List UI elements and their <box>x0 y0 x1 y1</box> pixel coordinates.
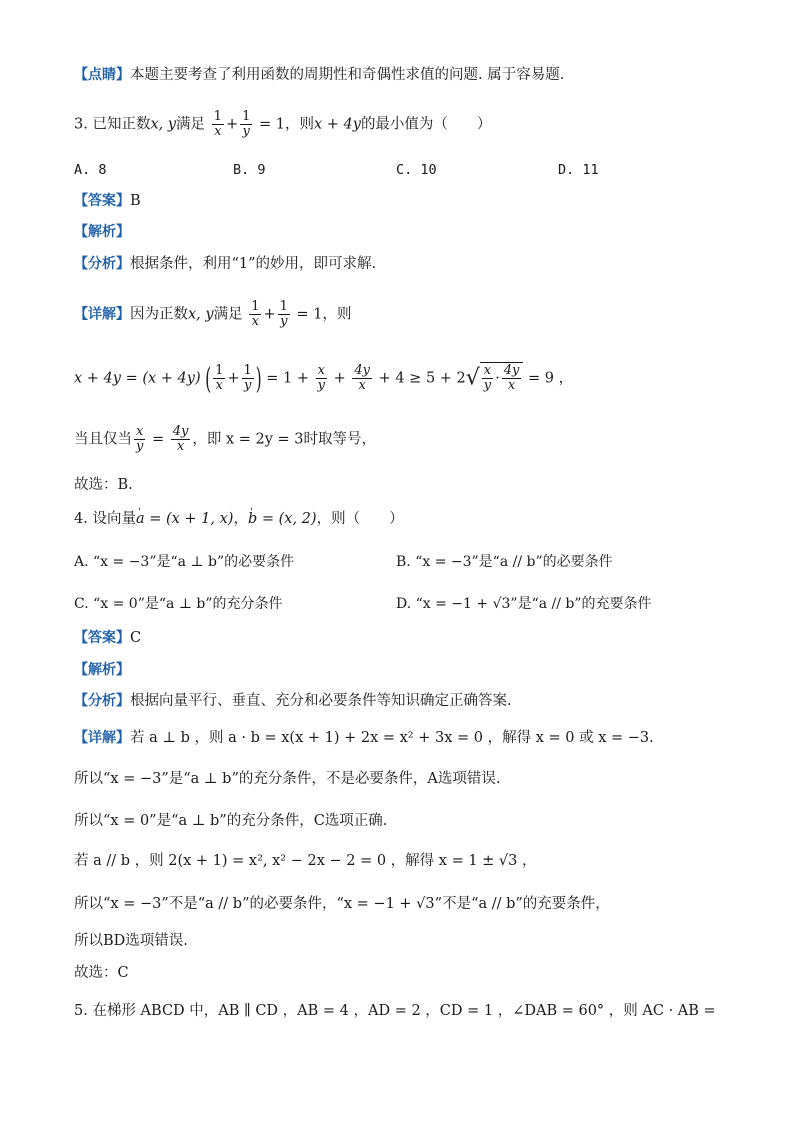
q4-tail: ，则（ ） <box>316 511 404 527</box>
q3-detail-frac-y: $\frac{1}{y}$ <box>279 299 288 329</box>
q3-formula-end: = 9 ， <box>523 370 574 387</box>
q4-a-def: = (x + 1, x) <box>144 511 234 527</box>
hint-tag: 【点睛】 <box>74 67 130 83</box>
q3-detail-mid: 满足 <box>213 306 243 323</box>
q3-detail-pre: 因为正数 <box>130 306 188 323</box>
q4-option-b: B. “x = −3”是“a // b”的必要条件 <box>396 554 613 570</box>
q4-line-1: 所以“x = −3”是“a ⊥ b”的充分条件，不是必要条件，A选项错误. <box>74 771 501 787</box>
q5-number: 5. <box>74 1003 88 1019</box>
q4-text-a: 设向量 <box>92 511 136 527</box>
question-5 <box>74 1000 716 1022</box>
hint-line <box>74 64 564 86</box>
q4-fenxi-tag: 【分析】 <box>74 693 130 709</box>
q3-equality-post: ，即 x = 2y = 3时取等号， <box>192 431 377 448</box>
q3-expr: x + 4y <box>313 116 361 133</box>
q3-vars: x, y <box>150 116 177 133</box>
q4-detail <box>74 727 654 749</box>
q3-detail-tag: 【详解】 <box>74 306 130 323</box>
q3-option-c: C. 10 <box>396 162 437 178</box>
q3-option-d: D. 11 <box>558 162 599 178</box>
q4-answer <box>74 627 141 649</box>
q3-formula: x + 4y = (x + 4y) ( $\frac{1}{x}$ + $\frac{1}{y}$ ) = 1 + $\frac{x}{y}$ + $\frac{4y}{x}$ + 4 ≥ 5 + 2√ $\frac{x}{y}$ · $\frac{4y}{x}$ = 9 ， <box>74 361 574 396</box>
q3-fenxi <box>74 253 376 275</box>
q3-choice: 故选：B. <box>74 477 133 493</box>
q3-answer-tag: 【答案】 <box>74 193 130 209</box>
q4-b-def: = (x, 2) <box>257 511 317 527</box>
q3-analysis-tag: 【解析】 <box>74 224 130 240</box>
q3-formula-plus1: + <box>328 370 351 387</box>
q3-equality: 当且仅当 $\frac{x}{y}$ = $\frac{4y}{x}$ ，即 x = 2y = 3时取等号， <box>74 424 377 454</box>
q4-answer-value: C <box>130 630 142 646</box>
q4-line-2: 所以“x = 0”是“a ⊥ b”的充分条件，C选项正确. <box>74 813 388 829</box>
q4-line-5: 所以BD选项错误. <box>74 933 188 949</box>
q3-detail-vars: x, y <box>188 306 214 323</box>
q4-comma: ， <box>233 511 248 527</box>
q3-eq: = 1 <box>254 116 285 133</box>
q4-analysis-tag: 【解析】 <box>74 662 130 678</box>
q3-frac-y: $\frac{1}{y}$ <box>242 109 251 139</box>
q4-fenxi <box>74 690 512 712</box>
q3-detail-post: ，则 <box>322 306 352 323</box>
q4-detail-tag: 【详解】 <box>74 730 130 746</box>
q3-mid: 满足 <box>176 116 206 133</box>
q3-option-b: B. 9 <box>233 162 266 178</box>
q4-choice: 故选：C <box>74 965 129 981</box>
q3-answer-value: B <box>130 193 141 209</box>
q4-option-a: A. “x = −3”是“a ⊥ b”的必要条件 <box>74 554 295 570</box>
q5-text: 在梯形 ABCD 中，AB ∥ CD ，AB = 4 ，AD = 2 ，CD = 1 ，∠DAB = 60° ，则 AC · AB = <box>92 1003 716 1019</box>
q4-line-3: 若 a // b ，则 2(x + 1) = x², x² − 2x − 2 = 0 ，解得 x = 1 ± √3 ， <box>74 853 537 869</box>
q3-pre: 已知正数 <box>92 116 151 133</box>
q3-detail-eq: = 1 <box>291 306 323 323</box>
q4-option-c: C. “x = 0”是“a ⊥ b”的充分条件 <box>74 596 283 612</box>
q4-detail-text: 若 a ⊥ b ，则 a · b = x(x + 1) + 2x = x² + 3x = 0 ，解得 x = 0 或 x = −3. <box>130 730 654 746</box>
q3-fenxi-text: 根据条件，利用“1”的妙用，即可求解. <box>130 256 377 272</box>
q4-number: 4. <box>74 511 88 527</box>
q3-number: 3. <box>74 116 88 133</box>
q3-formula-mid: = 1 + <box>261 370 314 387</box>
q4-answer-tag: 【答案】 <box>74 630 130 646</box>
q3-tail: 的最小值为（ ） <box>360 116 492 133</box>
question-4: 4. 设向量' a = (x + 1, x)，' b = (x, 2)，则（ ） <box>74 508 404 530</box>
question-3: 3. 已知正数x, y满足 $\frac{1}{x}$ + $\frac{1}{y}$ = 1，则x + 4y的最小值为（ ） <box>74 109 492 139</box>
q4-analysis <box>74 659 130 681</box>
q3-fenxi-tag: 【分析】 <box>74 256 130 272</box>
q3-formula-plus2: + 4 ≥ 5 + 2 <box>373 370 466 387</box>
hint-text: 本题主要考查了利用函数的周期性和奇偶性求值的问题. 属于容易题. <box>130 67 565 83</box>
q3-frac-x: $\frac{1}{x}$ <box>213 109 222 139</box>
q4-fenxi-text: 根据向量平行、垂直、充分和必要条件等知识确定正确答案. <box>130 693 512 709</box>
q3-post: ，则 <box>284 116 314 133</box>
q4-line-4: 所以“x = −3”不是“a // b”的必要条件，“x = −1 + √3”不是“a // b”的充要条件， <box>74 896 610 912</box>
q3-detail: 【详解】因为正数x, y满足 $\frac{1}{x}$ + $\frac{1}{y}$ = 1，则 <box>74 299 352 329</box>
q3-option-a: A. 8 <box>74 162 107 178</box>
q3-detail-frac-x: $\frac{1}{x}$ <box>251 299 260 329</box>
q3-equality-pre: 当且仅当 <box>74 431 132 448</box>
q4-option-d: D. “x = −1 + √3”是“a // b”的充要条件 <box>396 596 652 612</box>
q3-formula-left: x + 4y = (x + 4y) <box>74 370 201 387</box>
q3-analysis <box>74 221 130 243</box>
q3-answer <box>74 190 141 212</box>
